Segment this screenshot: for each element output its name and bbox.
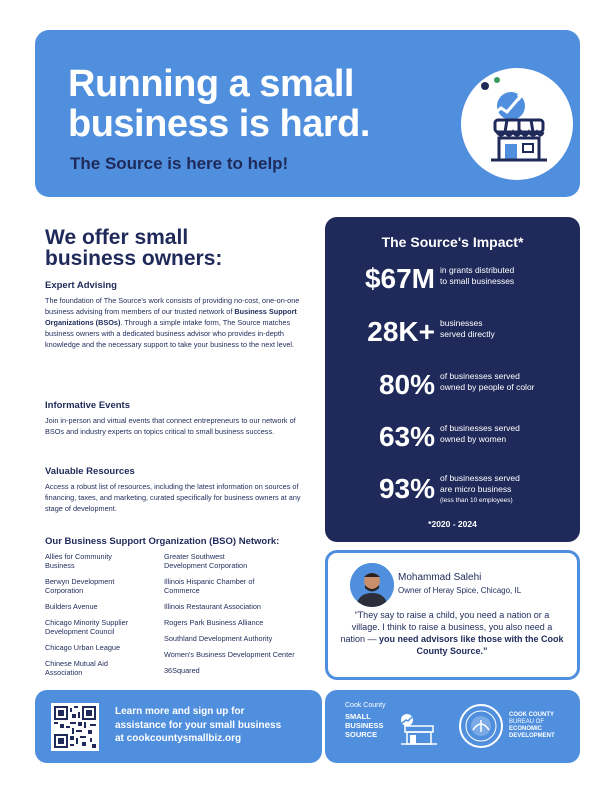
stat-value: 28K+ xyxy=(367,316,435,347)
bso-list-column-a xyxy=(45,552,155,684)
stat-description: of businesses served are micro business (less than 10 employees) xyxy=(440,473,520,504)
bso-network-heading: Our Business Support Organization (BSO) Network: xyxy=(45,536,280,547)
qr-code-graphic xyxy=(54,706,96,748)
testimonial-name: Mohammad Salehi xyxy=(398,572,482,583)
bso-list-item: Southland Development Authority xyxy=(164,634,273,643)
bso-list-item: Chicago Urban League xyxy=(45,643,121,652)
person-photo-icon xyxy=(350,563,394,607)
testimonial-card xyxy=(325,550,580,680)
county-seal-graphic xyxy=(461,706,501,746)
valuable-resources-title: Valuable Resources xyxy=(45,466,135,477)
hero-title: Running a small business is hard. xyxy=(68,63,370,145)
county-seal-icon xyxy=(459,704,503,748)
bso-list-item: Builders Avenue xyxy=(45,602,98,611)
bso-list-item: Illinois Restaurant Association xyxy=(164,602,261,611)
informative-events-body: Join in-person and virtual events that connect entrepreneurs to our network of BSOs and industry experts on topics critical to small business success. xyxy=(45,416,296,436)
bso-list-item: Chinese Mutual Aid Association xyxy=(45,659,108,677)
hero-banner xyxy=(35,30,580,197)
stat-description: businesses served directly xyxy=(440,318,495,339)
storefront-icon xyxy=(397,712,439,746)
testimonial-title: Owner of Heray Spice, Chicago, IL xyxy=(398,586,522,595)
partner-logos xyxy=(325,690,580,763)
impact-footnote: *2020 - 2024 xyxy=(428,519,477,529)
informative-events-title: Informative Events xyxy=(45,400,130,411)
valuable-resources-body: Access a robust list of resources, including the latest information on sources of financing, taxes, and marketing, curated specifically for business owners at any stage of development. xyxy=(45,482,301,513)
storefront-icon xyxy=(461,68,573,180)
bso-list-item: Rogers Park Business Alliance xyxy=(164,618,264,627)
impact-panel xyxy=(325,217,580,542)
stat-value: 93% xyxy=(378,473,435,504)
impact-stat xyxy=(325,469,580,509)
bso-list-column-b xyxy=(164,552,319,682)
stat-value: $67M xyxy=(364,263,435,294)
bso-list-item: Berwyn Development Corporation xyxy=(45,577,115,595)
stat-description: in grants distributed to small businesses xyxy=(440,265,515,286)
stat-description: of businesses served owned by women xyxy=(440,423,520,444)
bso-list-item: Illinois Hispanic Chamber of Commerce xyxy=(164,577,255,595)
impact-stat xyxy=(325,365,580,405)
qr-code-icon[interactable] xyxy=(51,703,99,751)
stat-description: of businesses served owned by people of color xyxy=(440,371,535,392)
expert-advising-body: The foundation of The Source's work consists of providing no-cost, one-on-one business advising from members of our trusted network of Business Support Organizations (BSOs). Through a simple intake form, The Source matches business owners with a dedicated business advisor who provides in-depth knowledge and the necessary support to take your business to the next level. xyxy=(45,296,300,349)
bso-list-item: Greater Southwest Development Corporation xyxy=(164,552,248,570)
bso-list-item: Women's Business Development Center xyxy=(164,650,295,659)
bso-list-item: 36Squared xyxy=(164,666,200,675)
small-business-source-logo: Cook County SMALL BUSINESS SOURCE xyxy=(345,702,445,752)
signup-cta-text[interactable]: Learn more and sign up for assistance for your small business at cookcountysmallbiz.org xyxy=(115,705,315,746)
impact-stat xyxy=(325,312,580,352)
testimonial-quote: “They say to raise a child, you need a nation or a village. I think to raise a business, you also need a nation — you need advisors like those with the Cook County Source.” xyxy=(340,610,564,656)
impact-title: The Source's Impact* xyxy=(381,234,524,250)
bso-list-item: Allies for Community Business xyxy=(45,552,112,570)
impact-stat xyxy=(325,417,580,457)
stat-value: 63% xyxy=(378,421,435,452)
stat-value: 80% xyxy=(378,369,435,400)
expert-advising-title: Expert Advising xyxy=(45,280,117,291)
offer-heading: We offer small business owners: xyxy=(45,226,223,270)
bso-list-item: Chicago Minority Supplier Development Council xyxy=(45,618,129,636)
impact-stat xyxy=(325,259,580,299)
signup-cta[interactable] xyxy=(35,690,322,763)
avatar xyxy=(350,563,394,607)
website-link[interactable]: at cookcountysmallbiz.org xyxy=(115,733,242,744)
bureau-economic-development-logo: COOK COUNTY BUREAU OF ECONOMIC DEVELOPMENT xyxy=(509,712,555,739)
storefront-growth-icon xyxy=(461,68,573,180)
hero-subtitle: The Source is here to help! xyxy=(70,154,289,173)
